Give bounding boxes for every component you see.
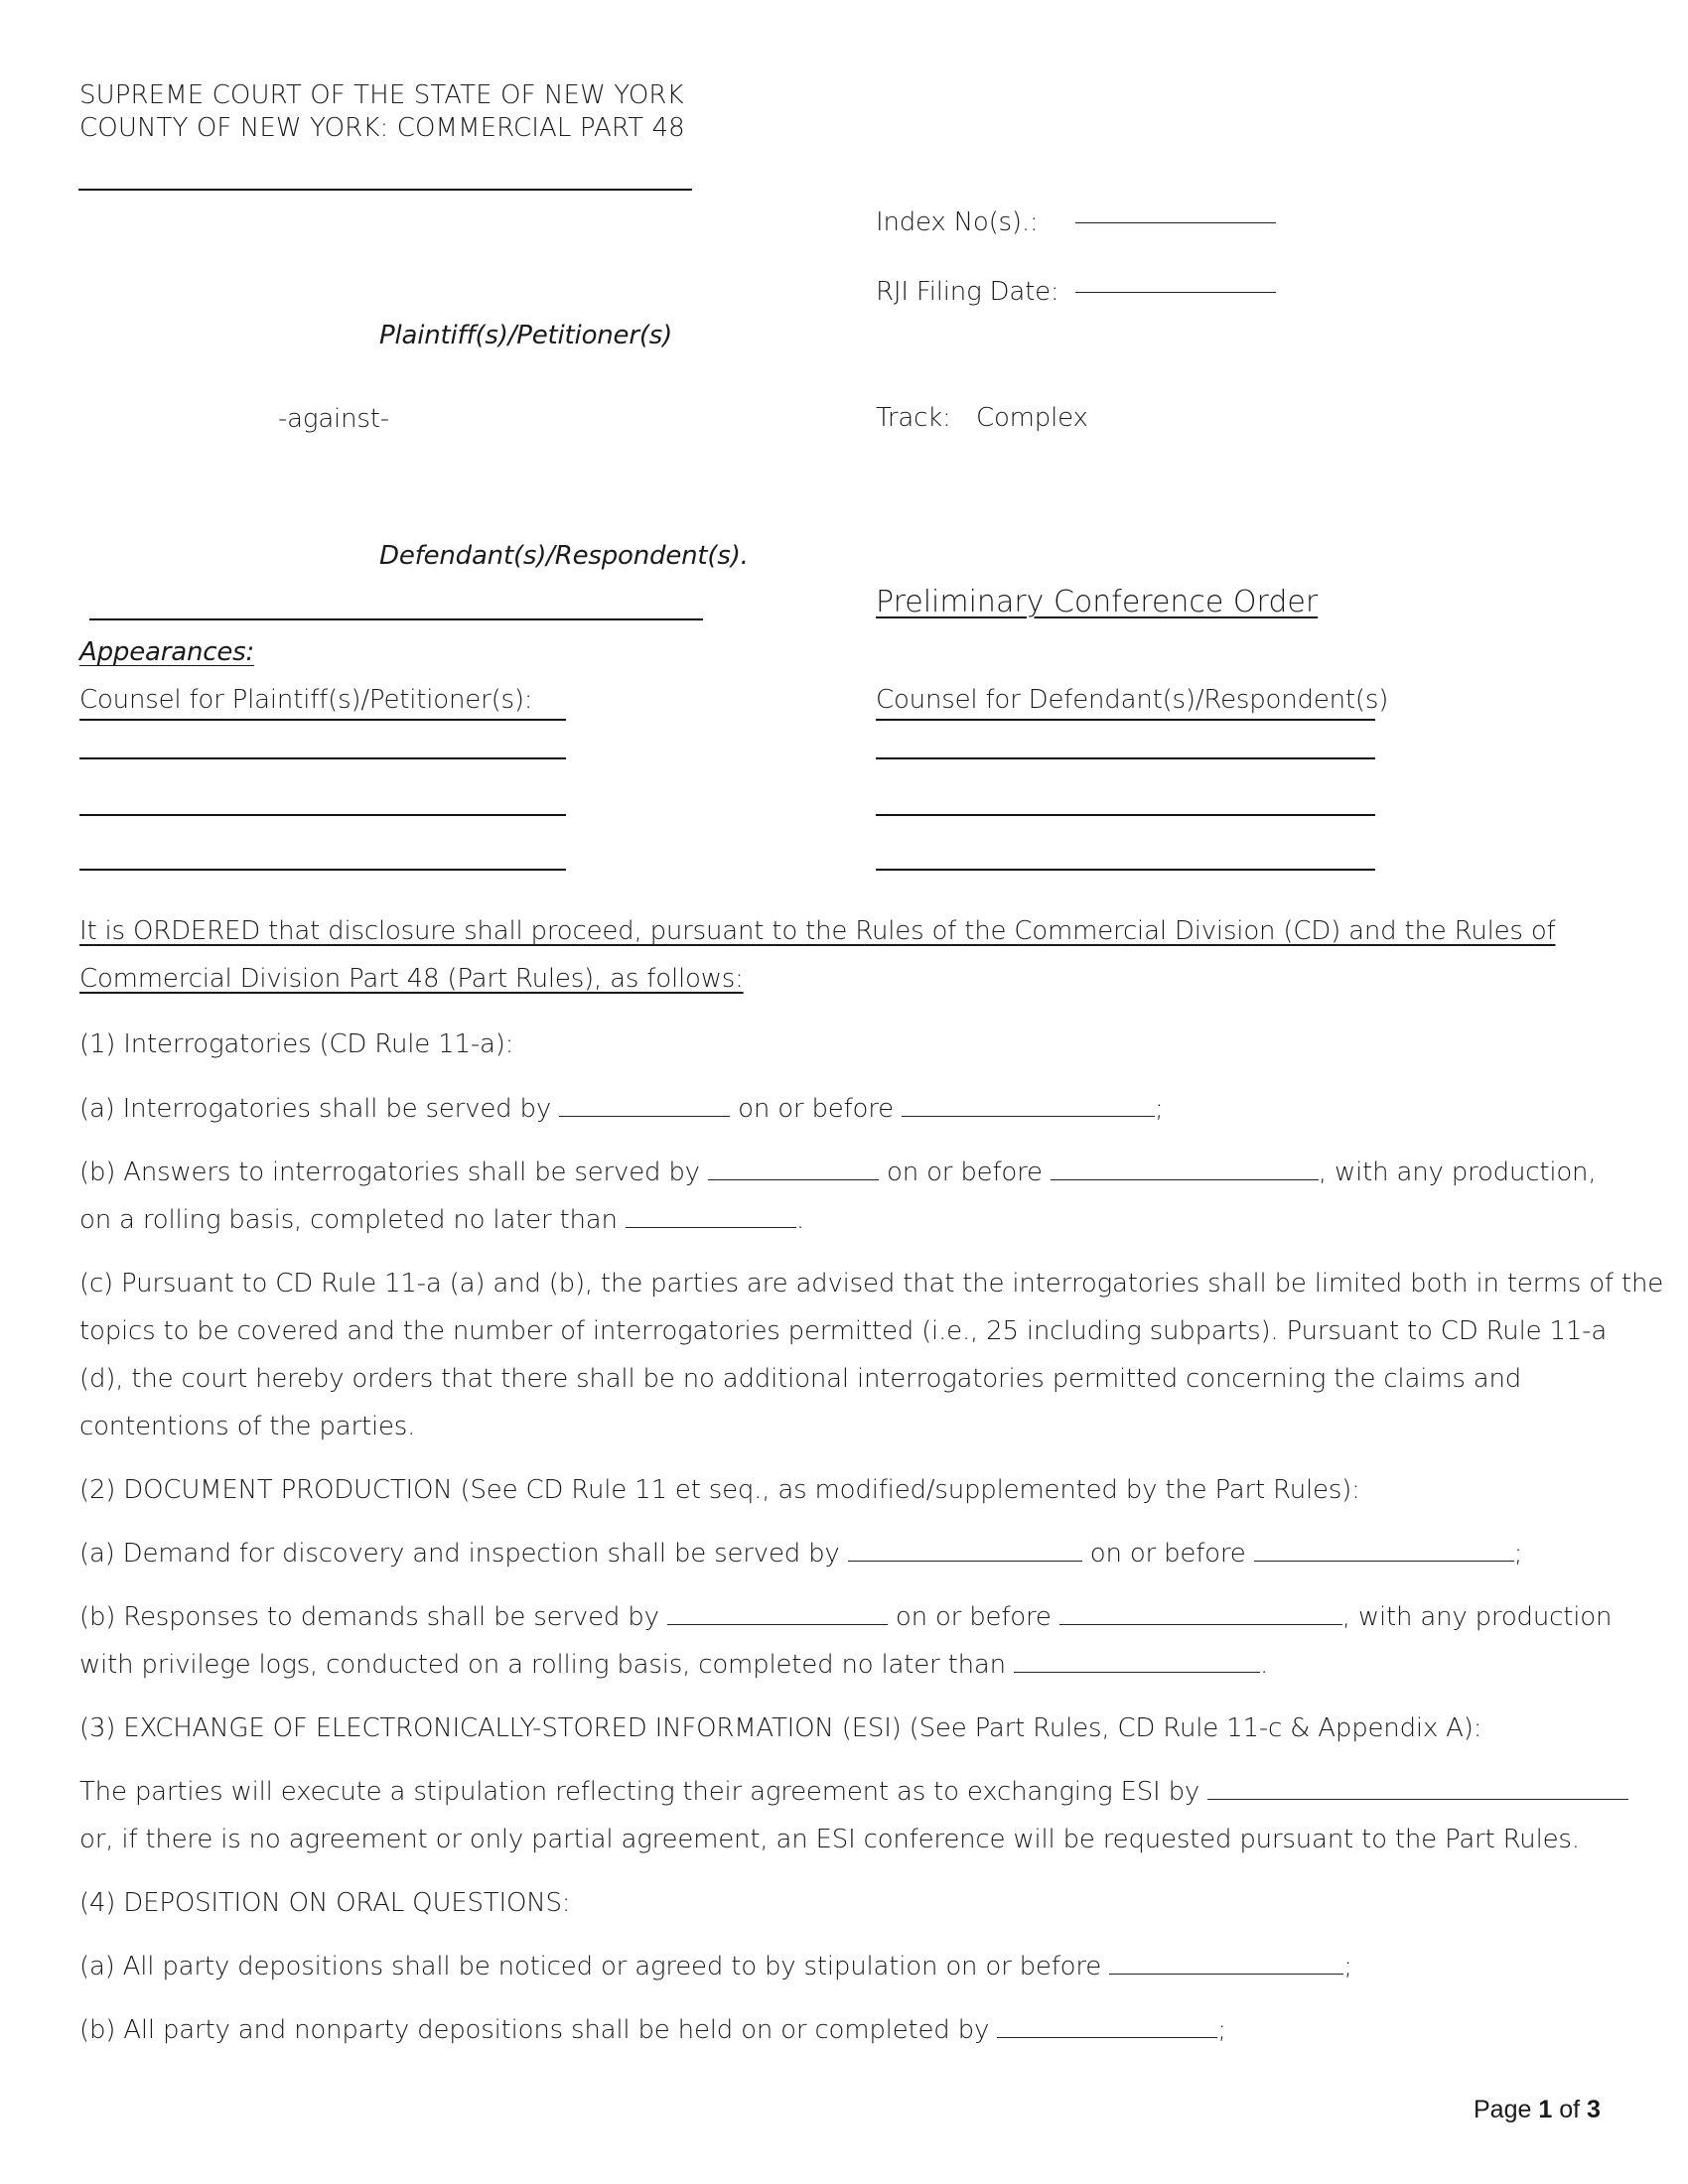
section-1b-end: . bbox=[795, 1205, 804, 1235]
section-1a-text-1: (a) Interrogatories shall be served by bbox=[79, 1094, 551, 1124]
section-2b-text-2: on or before bbox=[895, 1602, 1052, 1632]
caption-bottom-rule bbox=[89, 618, 703, 620]
section-1c-line4: contentions of the parties. bbox=[79, 1412, 416, 1441]
plaintiff-counsel-line-3[interactable] bbox=[79, 869, 566, 871]
section-4b-end: ; bbox=[1217, 2015, 1226, 2045]
section-2b-line1 bbox=[79, 1600, 1612, 1634]
defendant-counsel-line-3[interactable] bbox=[876, 869, 1375, 871]
defendant-counsel-line-1[interactable] bbox=[876, 757, 1375, 759]
appearances-heading-text: Appearances: bbox=[79, 637, 255, 667]
section-4b bbox=[79, 2013, 1226, 2047]
s2a-date-blank[interactable] bbox=[1254, 1539, 1514, 1562]
defendant-counsel-line-2[interactable] bbox=[876, 814, 1375, 816]
section-1b-text-1: (b) Answers to interrogatories shall be served by bbox=[79, 1158, 700, 1187]
plaintiff-label: Plaintiff(s)/Petitioner(s) bbox=[379, 321, 673, 350]
page-number bbox=[1474, 2096, 1601, 2124]
rji-filing-date-field[interactable] bbox=[1075, 292, 1276, 293]
order-intro-line1-text: It is ORDERED that disclosure shall proceed, pursuant to the Rules of the Commercial Division (CD) and the Rules of bbox=[79, 916, 1556, 946]
s4a-date-blank[interactable] bbox=[1109, 1952, 1343, 1975]
defendant-label: Defendant(s)/Respondent(s). bbox=[379, 541, 749, 571]
court-name-line2: COUNTY OF NEW YORK: COMMERCIAL PART 48 bbox=[79, 113, 685, 143]
s2b-date-blank[interactable] bbox=[1059, 1602, 1342, 1625]
section-1b-line2 bbox=[79, 1203, 804, 1237]
section-1b-text-2: on or before bbox=[887, 1158, 1043, 1187]
section-2a-text-1: (a) Demand for discovery and inspection shall be served by bbox=[79, 1539, 840, 1569]
section-2a-text-2: on or before bbox=[1089, 1539, 1246, 1569]
section-1b-line2-text: on a rolling basis, completed no later than bbox=[79, 1205, 618, 1235]
section-1-heading: (1) Interrogatories (CD Rule 11-a): bbox=[79, 1029, 514, 1059]
section-4-heading: (4) DEPOSITION ON ORAL QUESTIONS: bbox=[79, 1888, 571, 1918]
s2b-served-by-blank[interactable] bbox=[667, 1602, 888, 1625]
section-2b-line2-text: with privilege logs, conducted on a rolling basis, completed no later than bbox=[79, 1650, 1006, 1680]
section-2b-text-1: (b) Responses to demands shall be served by bbox=[79, 1602, 659, 1632]
s3-esi-date-blank[interactable] bbox=[1207, 1777, 1628, 1800]
section-1b-text-3: , with any production, bbox=[1318, 1158, 1597, 1187]
section-3-heading: (3) EXCHANGE OF ELECTRONICALLY-STORED INFORMATION (ESI) (See Part Rules, CD Rule 11-c & Appendix A): bbox=[79, 1713, 1482, 1743]
s4b-date-blank[interactable] bbox=[997, 2015, 1217, 2038]
rji-filing-date-label: RJI Filing Date: bbox=[876, 277, 1059, 307]
section-1b-line1 bbox=[79, 1156, 1596, 1189]
section-4b-text: (b) All party and nonparty depositions shall be held on or completed by bbox=[79, 2015, 990, 2045]
section-3-line1-text: The parties will execute a stipulation reflecting their agreement as to exchanging ESI by bbox=[79, 1777, 1200, 1807]
appearances-heading bbox=[79, 635, 254, 669]
section-2b-end: . bbox=[1259, 1650, 1269, 1680]
against-label: -against- bbox=[278, 404, 389, 434]
section-1c-line1: (c) Pursuant to CD Rule 11-a (a) and (b), the parties are advised that the interrogatories shall be limited both in terms of the bbox=[79, 1269, 1664, 1298]
section-1c-line2: topics to be covered and the number of interrogatories permitted (i.e., 25 including subparts). Pursuant to CD Rule 11-a bbox=[79, 1316, 1608, 1346]
order-intro-line1 bbox=[79, 914, 1556, 948]
section-1a-end: ; bbox=[1155, 1094, 1164, 1124]
section-4a bbox=[79, 1950, 1352, 1983]
defendant-counsel-label: Counsel for Defendant(s)/Respondent(s) bbox=[876, 685, 1389, 715]
index-number-field[interactable] bbox=[1075, 222, 1276, 223]
court-name-line1: SUPREME COURT OF THE STATE OF NEW YORK bbox=[79, 80, 684, 110]
s1b-date-blank[interactable] bbox=[1051, 1158, 1319, 1180]
document-title-text: Preliminary Conference Order bbox=[876, 585, 1319, 619]
plaintiff-counsel-label: Counsel for Plaintiff(s)/Petitioner(s): bbox=[79, 685, 533, 715]
section-2b-text-3: , with any production bbox=[1341, 1602, 1613, 1632]
section-2a-end: ; bbox=[1513, 1539, 1523, 1569]
s1a-date-blank[interactable] bbox=[902, 1094, 1155, 1117]
section-1c-line3: (d), the court hereby orders that there shall be no additional interrogatories permitted concerning the claims and bbox=[79, 1364, 1522, 1394]
caption-top-rule bbox=[78, 189, 692, 191]
section-2-heading: (2) DOCUMENT PRODUCTION (See CD Rule 11 et seq., as modified/supplemented by the Part Rules): bbox=[79, 1475, 1360, 1505]
section-4a-end: ; bbox=[1343, 1952, 1352, 1981]
page-total: 3 bbox=[1587, 2096, 1601, 2123]
defendant-counsel-label-rule bbox=[876, 719, 1375, 721]
order-intro-line2 bbox=[79, 962, 744, 996]
section-1a bbox=[79, 1092, 1164, 1126]
index-number-label: Index No(s).: bbox=[876, 207, 1039, 237]
document-title bbox=[876, 585, 1318, 620]
section-2b-line2 bbox=[79, 1648, 1268, 1682]
section-2a bbox=[79, 1537, 1522, 1570]
section-3-line1 bbox=[79, 1775, 1628, 1809]
order-intro-line2-text: Commercial Division Part 48 (Part Rules), as follows: bbox=[79, 964, 744, 994]
plaintiff-counsel-line-1[interactable] bbox=[79, 757, 566, 759]
page-of-word: of bbox=[1559, 2096, 1581, 2123]
s2a-served-by-blank[interactable] bbox=[848, 1539, 1082, 1562]
plaintiff-counsel-label-rule bbox=[79, 719, 566, 721]
section-4a-text: (a) All party depositions shall be noticed or agreed to by stipulation on or before bbox=[79, 1952, 1102, 1981]
page-word: Page bbox=[1474, 2096, 1532, 2123]
plaintiff-counsel-line-2[interactable] bbox=[79, 814, 566, 816]
track-value: Complex bbox=[976, 403, 1088, 433]
s2b-completion-blank[interactable] bbox=[1014, 1650, 1260, 1673]
s1b-served-by-blank[interactable] bbox=[708, 1158, 879, 1180]
page-current: 1 bbox=[1538, 2096, 1553, 2123]
s1a-served-by-blank[interactable] bbox=[559, 1094, 730, 1117]
track-label: Track: bbox=[876, 403, 951, 433]
s1b-completion-blank[interactable] bbox=[626, 1205, 796, 1228]
section-1a-text-2: on or before bbox=[738, 1094, 894, 1124]
section-3-line2: or, if there is no agreement or only partial agreement, an ESI conference will be requested pursuant to the Part Rules. bbox=[79, 1825, 1580, 1854]
